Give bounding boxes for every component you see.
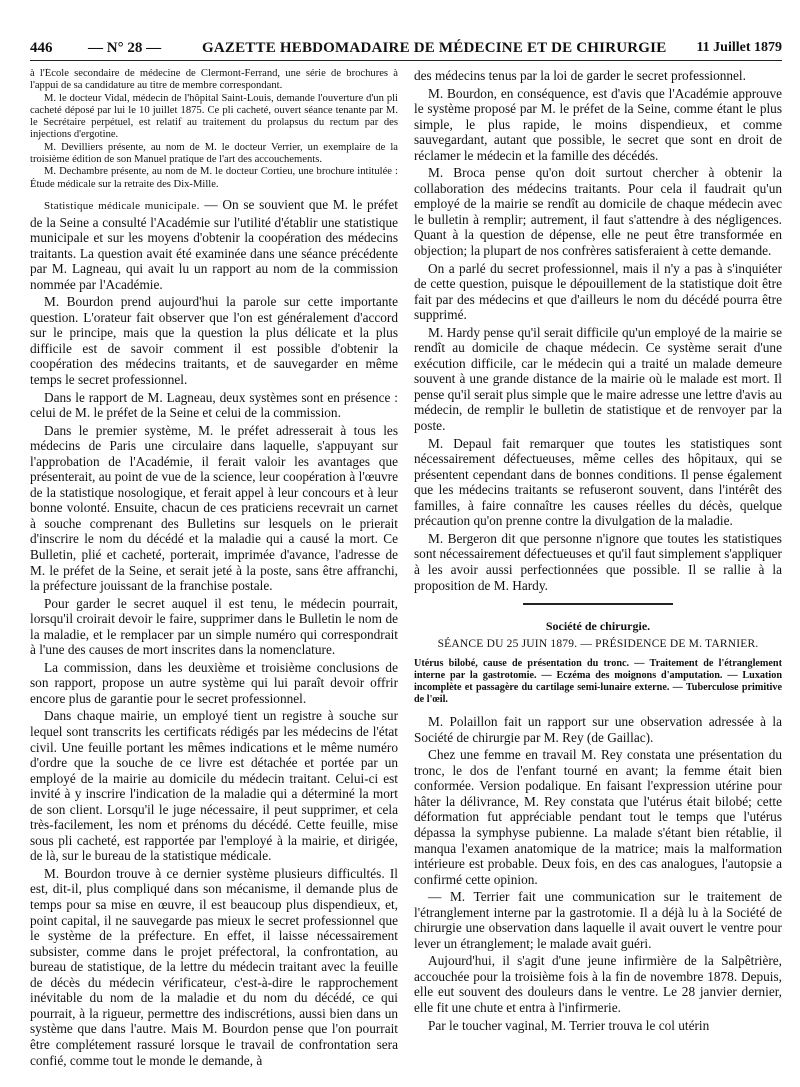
article-paragraph: M. Hardy pense qu'il serait difficile qu'un employé de la mairie se rendît au domicile de chaque médecin. Ce système serait d'une exécution difficile, car le médecin qui a traité un malade demeure souvent à une grande distance de la mairie où le malade est mort. Il pense qu'il serait plus simple que le maire adresse une lettre d'avis au médecin, de remplir le bulletin de statistique et de renvoyer par la poste. bbox=[414, 324, 782, 434]
article-paragraph: M. Bergeron dit que personne n'ignore que toutes les statistiques sont nécessairement défectueuses et qu'il faut simplement s'appliquer à les avoir aussi perfectionnées que possible. Il se rallie à la proposition de M. Hardy. bbox=[414, 530, 782, 593]
article-paragraph: Par le toucher vaginal, M. Terrier trouva le col utérin bbox=[428, 1017, 710, 1033]
journal-title: GAZETTE HEBDOMADAIRE DE MÉDECINE ET DE CHIRURGIE bbox=[202, 40, 667, 56]
right-column bbox=[414, 68, 782, 1078]
article-paragraph bbox=[30, 197, 398, 292]
society-title: Société de chirurgie. bbox=[545, 619, 651, 634]
left-column bbox=[30, 68, 398, 1078]
page-header bbox=[30, 34, 782, 60]
article-paragraph: Pour garder le secret auquel il est tenu, le médecin pourrait, lorsqu'il croirait devoir le faire, supprimer dans le Bulletin le nom de la maladie, et le remplacer par un simple numéro qui correspondrait à l'une des causes de mort inscrites dans la nomenclature. bbox=[30, 595, 398, 658]
article-paragraph: Aujourd'hui, il s'agit d'une jeune infirmière de la Salpêtrière, accouchée pour la troisième fois à la fin de novembre 1878. Depuis, elle eut souvent des douleurs dans le ventre. Le 28 janvier dernier, elle fit une chute et entra à l'infirmerie. bbox=[414, 953, 782, 1015]
section-divider bbox=[523, 603, 673, 605]
announcement-note: M. Devilliers présente, au nom de M. le docteur Verrier, un exemplaire de la troisième édition de son Manuel pratique de l'art des accouchements. bbox=[30, 141, 398, 166]
article-paragraph: Dans chaque mairie, un employé tient un registre à souche sur lequel sont transcrits les certificats rédigés par les médecins de l'état civil. Une feuille portant les mêmes indications et le même numéro d'ordre que la souche de ce livre est détachée et portée par un employé de la mairie au domicile du médecin traitant. Celui-ci est invité à y inscrire l'indication de la maladie qui a déterminé la mort de son client. Lorsqu'il le juge nécessaire, il peut supprimer, et cela très-facilement, les nom et prénoms du décédé. Cette feuille, mise sous pli cacheté, est rapportée par l'employé à la mairie, et dirigée, de là, sur le bureau de la statistique médicale. bbox=[30, 708, 398, 864]
article-paragraph: M. Bourdon prend aujourd'hui la parole sur cette importante question. L'orateur fait observer que l'on est généralement d'accord sur le principe, mais que la question la plus délicate et la plus difficile est de savoir comment il est possible d'obtenir la coopération des médecins traitants, et de sauvegarder en même temps le secret professionnel. bbox=[30, 294, 398, 387]
article-paragraph: M. Polaillon fait un rapport sur une observation adressée à la Société de chirurgie par M. Rey (de Gaillac). bbox=[414, 714, 782, 745]
article-paragraph: M. Bourdon trouve à ce dernier système plusieurs difficultés. Il est, dit-il, plus compliqué dans son mécanisme, il demande plus de temps pour sa mise en œuvre, il est beaucoup plus dispendieux, et, point capital, il ne sauvegarde pas mieux le secret professionnel que le système de la préfecture. En effet, il laisse nécessairement subsister, comme dans le projet préfectoral, la confrontation, au bureau de statistique, de la lettre du médecin traitant avec la feuille de décès du médecin vérificateur, c'est-à-dire le rapprochement inévitable du nom de la maladie et du nom du décédé, ce qui pourrait, à la rigueur, permettre des indiscrétions, aussi bien dans un système que dans l'autre. Mais M. Bourdon pense que l'on pourrait être complétement rassuré lorsque le travail de confrontation sera confié, comme tout le monde le demande, à bbox=[30, 865, 398, 1068]
article-paragraph: On a parlé du secret professionnel, mais il n'y a pas à s'inquiéter de cette question, puisque le dépouillement de la statistique doit être fait par des médecins et que d'ailleurs le nom du décédé pourra être supprimé. bbox=[414, 260, 782, 323]
article-paragraph: — M. Terrier fait une communication sur le traitement de l'étranglement interne par la gastrotomie. Il a déjà lu à la Société de chirurgie une observation dans laquelle il avait ouvert le ventre pour lever un étranglement; le malade avait guéri. bbox=[414, 889, 782, 951]
header-divider bbox=[30, 60, 782, 61]
announcement-note: à l'École secondaire de médecine de Clermont-Ferrand, une série de brochures à l'appui de sa candidature au titre de membre correspondant. bbox=[30, 68, 398, 92]
article-paragraph: Chez une femme en travail M. Rey constata une présentation du tronc, le dos de l'enfant tourné en avant; la femme était bien conformée. Version podalique. En faisant l'expression utérine pour hâter la délivrance, M. Rey constata que l'utérus était bilobé; cette déformation fut appréciable pendant tout le temps que l'utérus dépassa la symphyse pubienne. La malade s'étant bien rétablie, il manqua l'examen anatomique de la matrice; mais la malformation intérieure est probable. Deux fois, en des cas analogues, l'autopsie a confirmé cette opinion. bbox=[414, 747, 782, 887]
article-paragraph: des médecins tenus par la loi de garder le secret professionnel. bbox=[414, 68, 746, 83]
announcement-note: M. Dechambre présente, au nom de M. le docteur Cortieu, une brochure intitulée : Étude médicale sur la retraite des Dix-Mille. bbox=[30, 166, 398, 190]
session-summary: Utérus bilobé, cause de présentation du tronc. — Traitement de l'étranglement interne par la gastrotomie. — Eczéma des moignons d'amputation. — Luxation incomplète et passagère du cartilage semi-lunaire externe. — Tuberculose primitive de l'œil. bbox=[414, 658, 782, 706]
issue-date: 11 Juillet 1879 bbox=[696, 40, 782, 55]
article-paragraph: M. Bourdon, en conséquence, est d'avis que l'Académie approuve le système proposé par M. le préfet de la Seine, comme étant le plus simple, le plus rapide, le moins dispendieux, et comme sauvegardant, autant que possible, le secret que sont en droit de réclamer le médecin et la famille des décédés. bbox=[414, 85, 782, 163]
announcements bbox=[30, 68, 398, 191]
page-number: 446 bbox=[30, 40, 53, 56]
section-intro: — On se souvient que M. le préfet de la Seine a consulté l'Académie sur l'utilité d'établir une statistique municipale et sur les moyens d'obtenir la coopération des médecins traitants. La question avait été examinée dans une séance précédente par M. Lagneau, qui avait lu un rapport au nom de la commission nommée par l'Académie. bbox=[30, 196, 398, 292]
article-paragraph: Dans le premier système, M. le préfet adresserait à tous les médecins de Paris une circulaire dans laquelle, s'appuyant sur l'approbation de l'Académie, il ferait valoir les avantages que présenterait, au point de vue de la science, leur coopération à l'œuvre de la statistique nosologique, et ferait appel à leur concours et à leur bonne volonté. Ensuite, chacun de ces praticiens recevrait un carnet à souche comprenant des Bulletins sur lesquels on le prierait d'inscrire le nom du décédé et la maladie qui a causé la mort. Ce Bulletin, plié et cacheté, porterait, imprimée d'avance, l'adresse de M. le préfet de la Seine, et serait jeté à la poste, sans être affranchi, la préfecture jouissant de la franchise postale. bbox=[30, 422, 398, 594]
article-paragraph: La commission, dans les deuxième et troisième conclusions de son rapport, propose un autre système qui lui paraît devoir offrir encore plus de garantie pour le secret professionnel. bbox=[30, 659, 398, 706]
issue-number: — N° 28 — bbox=[88, 40, 162, 56]
article-paragraph: M. Depaul fait remarquer que toutes les statistiques sont nécessairement défectueuses, même celles des hôpitaux, qui se présentent cependant dans de bonnes conditions. Il pense également que les médecins traitants se refuseront souvent, dans l'intérêt des familles, à faire connaître les causes réelles du décès, quelque précaution qu'on prenne contre la divulgation de la maladie. bbox=[414, 435, 782, 529]
announcement-note: M. le docteur Vidal, médecin de l'hôpital Saint-Louis, demande l'ouverture d'un pli cacheté déposé par lui le 10 juillet 1875. Ce pli cacheté, ouvert séance tenante par M. le Secrétaire perpétuel, est relatif au traitement du prolapsus du rectum par des injections d'ergotine. bbox=[30, 92, 398, 141]
section-heading: Statistique médicale municipale. bbox=[44, 199, 200, 212]
article-paragraph: M. Broca pense qu'on doit surtout chercher à obtenir la collaboration des médecins traitants. Pour cela il faudrait qu'un employé de la mairie se rendît au domicile de chaque médecin avec le bulletin à remplir; autrement, il faut s'attendre à des négligences. Quant à la question de dépense, elle ne peut être transformée en objection; la plupart de nos confrères satisferaient à cette demande. bbox=[414, 165, 782, 259]
session-line: SÉANCE DU 25 JUIN 1879. — PRÉSIDENCE DE M. TARNIER. bbox=[437, 637, 759, 650]
article-paragraph: Dans le rapport de M. Lagneau, deux systèmes sont en présence : celui de M. le préfet de la Seine et celui de la commission. bbox=[30, 389, 398, 421]
